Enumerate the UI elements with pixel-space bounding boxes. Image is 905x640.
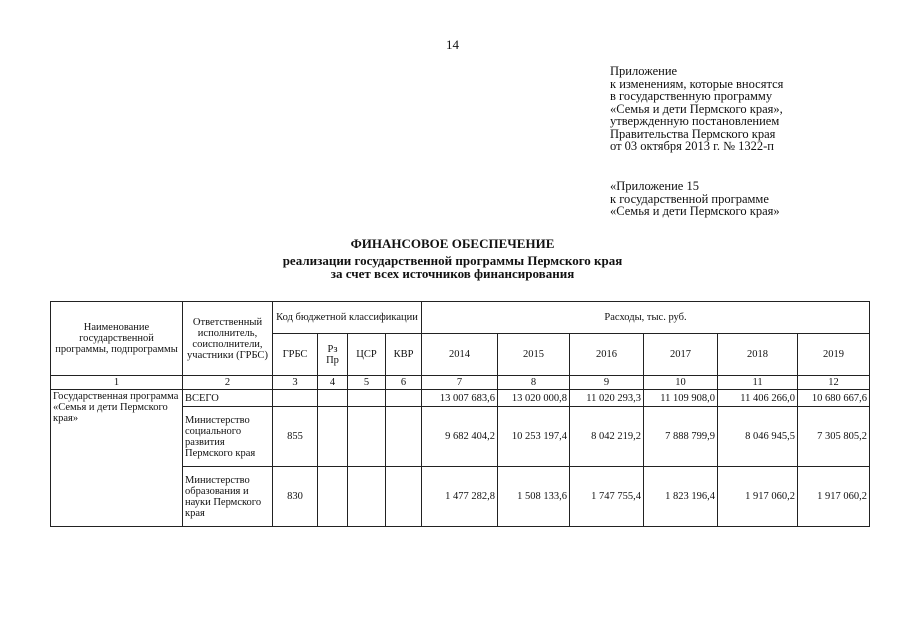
- rz-cell: [318, 407, 348, 467]
- value-cell: 1 823 196,4: [644, 467, 718, 527]
- value-cell: 11 020 293,3: [570, 390, 644, 407]
- grbs-cell: 855: [273, 407, 318, 467]
- subtitle-line: за счет всех источников финансирования: [330, 266, 575, 281]
- column-numbers-row: [51, 376, 870, 390]
- appendix-line: Правительства Пермского края: [610, 126, 776, 141]
- column-number: 5: [348, 376, 386, 390]
- column-number: 1: [51, 376, 183, 390]
- executor-cell: ВСЕГО: [183, 390, 273, 407]
- header-kvr: КВР: [386, 334, 422, 376]
- column-number: 3: [273, 376, 318, 390]
- kvr-cell: [386, 407, 422, 467]
- header-grbs: ГРБС: [273, 334, 318, 376]
- subtitle-line: реализации государственной программы Пермского края: [282, 253, 623, 268]
- appendix-line: «Семья и дети Пермского края»,: [610, 101, 783, 116]
- value-cell: 11 406 266,0: [718, 390, 798, 407]
- appendix-15-note: [610, 180, 780, 218]
- page-number: 14: [446, 37, 459, 52]
- value-cell: 13 020 000,8: [498, 390, 570, 407]
- csr-cell: [348, 407, 386, 467]
- value-cell: 7 888 799,9: [644, 407, 718, 467]
- appendix-line: в государственную программу: [610, 89, 773, 103]
- executor-cell: Министерство социального развития Пермского края: [183, 407, 273, 467]
- appendix-note: [610, 65, 783, 153]
- grbs-cell: 830: [273, 467, 318, 527]
- header-program-name: Наименование государственной программы, подпрограммы: [51, 302, 183, 376]
- value-cell: 8 046 945,5: [718, 407, 798, 467]
- document-title: ФИНАНСОВОЕ ОБЕСПЕЧЕНИЕ: [350, 236, 555, 251]
- appendix-line: «Семья и дети Пермского края»: [610, 204, 780, 218]
- kvr-cell: [386, 467, 422, 527]
- program-name-cell: Государственная программа «Семья и дети Пермского края»: [51, 390, 183, 527]
- value-cell: 1 508 133,6: [498, 467, 570, 527]
- value-cell: 1 477 282,8: [422, 467, 498, 527]
- csr-cell: [348, 390, 386, 407]
- value-cell: 10 253 197,4: [498, 407, 570, 467]
- header-csr: ЦСР: [348, 334, 386, 376]
- header-budget-code: Код бюджетной классификации: [273, 302, 422, 334]
- value-cell: 10 680 667,6: [798, 390, 870, 407]
- value-cell: 9 682 404,2: [422, 407, 498, 467]
- column-number: 8: [498, 376, 570, 390]
- column-number: 12: [798, 376, 870, 390]
- column-number: 4: [318, 376, 348, 390]
- column-number: 9: [570, 376, 644, 390]
- column-number: 7: [422, 376, 498, 390]
- appendix-line: к государственной программе: [610, 191, 769, 206]
- header-expenses: Расходы, тыс. руб.: [422, 302, 870, 334]
- header-year: 2019: [798, 334, 870, 376]
- header-year: 2015: [498, 334, 570, 376]
- value-cell: 1 917 060,2: [798, 467, 870, 527]
- rz-cell: [318, 390, 348, 407]
- column-number: 10: [644, 376, 718, 390]
- csr-cell: [348, 467, 386, 527]
- header-year: 2016: [570, 334, 644, 376]
- header-responsible: Ответственный исполнитель, соисполнители, участники (ГРБС): [183, 302, 273, 376]
- appendix-line: Приложение: [610, 64, 678, 78]
- header-year: 2014: [422, 334, 498, 376]
- appendix-line: утвержденную постановлением: [610, 114, 780, 128]
- column-number: 2: [183, 376, 273, 390]
- table-row: [51, 390, 870, 407]
- appendix-line: «Приложение 15: [610, 179, 699, 193]
- document-subtitle: [0, 254, 905, 280]
- value-cell: 7 305 805,2: [798, 407, 870, 467]
- financing-table: [50, 301, 870, 527]
- appendix-line: к изменениям, которые вносятся: [610, 76, 784, 91]
- value-cell: 1 747 755,4: [570, 467, 644, 527]
- header-rz-pr: Рз Пр: [318, 334, 348, 376]
- value-cell: 8 042 219,2: [570, 407, 644, 467]
- column-number: 11: [718, 376, 798, 390]
- appendix-line: от 03 октября 2013 г. № 1322-п: [610, 139, 774, 153]
- value-cell: 1 917 060,2: [718, 467, 798, 527]
- kvr-cell: [386, 390, 422, 407]
- rz-cell: [318, 467, 348, 527]
- grbs-cell: [273, 390, 318, 407]
- value-cell: 11 109 908,0: [644, 390, 718, 407]
- column-number: 6: [386, 376, 422, 390]
- executor-cell: Министерство образования и науки Пермского края: [183, 467, 273, 527]
- header-year: 2018: [718, 334, 798, 376]
- value-cell: 13 007 683,6: [422, 390, 498, 407]
- header-year: 2017: [644, 334, 718, 376]
